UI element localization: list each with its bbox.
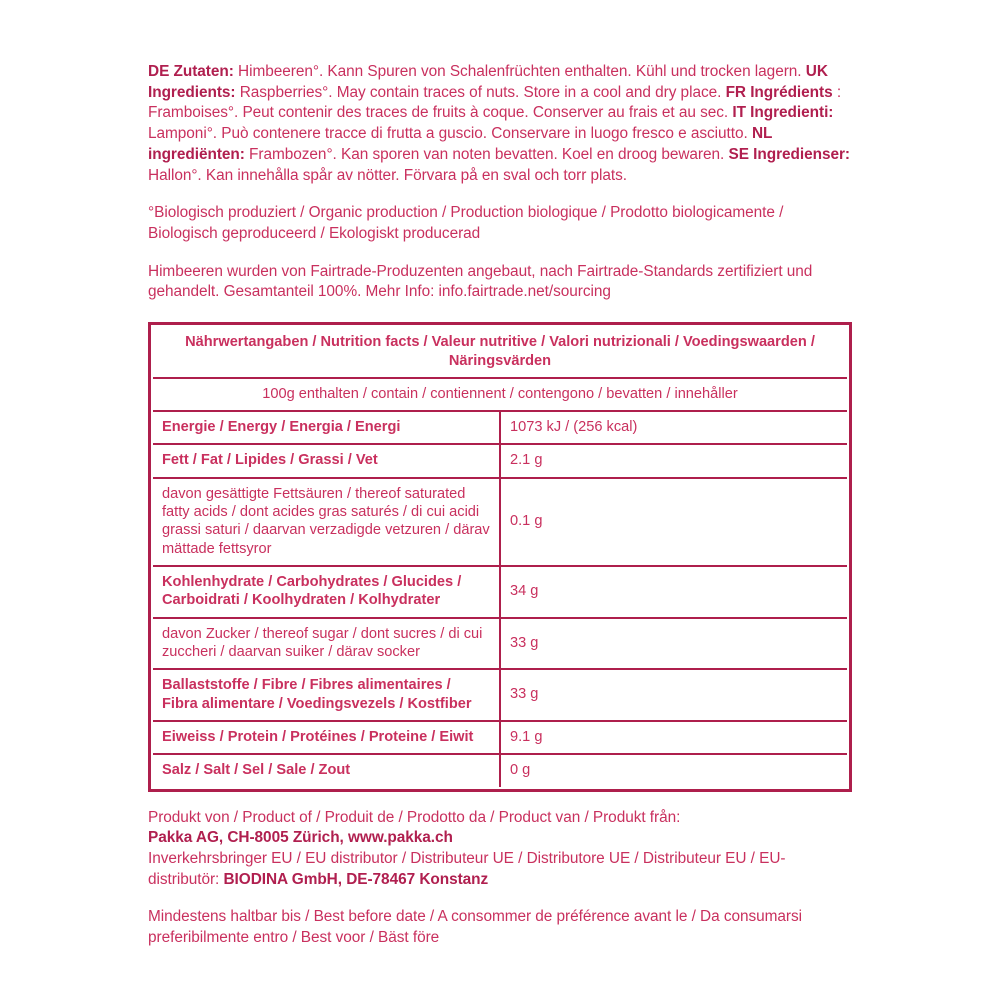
table-row: [153, 721, 847, 754]
table-row: [153, 618, 847, 670]
nutrient-label-protein: Eiweiss / Protein / Protéines / Proteine / Eiwit: [153, 721, 500, 754]
distributor-name: BIODINA GmbH, DE-78467 Konstanz: [223, 870, 489, 888]
nutrient-value-fat: 2.1 g: [500, 444, 847, 477]
table-row: [153, 566, 847, 618]
best-before-note: Mindestens haltbar bis / Best before date / A consommer de préférence avant le / Da consumarsi preferibilmente entro / Best voor / Bäst före: [148, 908, 803, 947]
nutrient-label-saturated-fat: davon gesättigte Fettsäuren / thereof saturated fatty acids / dont acides gras saturés / di cui acidi grassi saturi / daarvan verzadigde vetzuren / därav mättade fettsyror: [153, 478, 500, 566]
ingredients-text-nl: Frambozen°. Kan sporen van noten bevatten. Koel en droog bewaren.: [244, 145, 729, 163]
nutrition-table-subtitle: 100g enthalten / contain / contiennent / contengono / bevatten / innehåller: [153, 378, 847, 411]
distributor-intro-line: Inverkehrsbringer EU / EU distributor / Distributeur UE / Distributore UE / Distributeur EU / EU-distributör:: [148, 849, 786, 888]
nutrient-label-fibre: Ballaststoffe / Fibre / Fibres alimentaires / Fibra alimentare / Voedingsvezels / Kostfiber: [153, 669, 500, 721]
nutrition-table-subtitle-row: [153, 378, 847, 411]
nutrient-value-carbohydrates: 34 g: [500, 566, 847, 618]
nutrition-table-title: Nährwertangaben / Nutrition facts / Valeur nutritive / Valori nutrizionali / Voedingswaarden / Näringsvärden: [185, 334, 815, 369]
ingredients-label-it: IT Ingredienti:: [732, 104, 834, 122]
table-row: [153, 669, 847, 721]
ingredients-text-uk: Raspberries°. May contain traces of nuts. Store in a cool and dry place.: [235, 83, 726, 101]
producer-intro-line: Produkt von / Product of / Produit de / Prodotto da / Product van / Produkt från:: [148, 808, 681, 826]
ingredients-text-se: Hallon°. Kan innehålla spår av nötter. Förvara på en sval och torr plats.: [148, 166, 628, 184]
nutrient-value-fibre: 33 g: [500, 669, 847, 721]
nutrient-label-fat: Fett / Fat / Lipides / Grassi / Vet: [153, 444, 500, 477]
nutrition-table-frame: [148, 322, 852, 791]
ingredients-text-fr: : Framboises°. Peut contenir des traces de fruits à coque. Conserver au frais et au sec.: [148, 83, 842, 122]
ingredients-text-de: Himbeeren°. Kann Spuren von Schalenfrüchten enthalten. Kühl und trocken lagern.: [233, 63, 806, 80]
producer-distributor-block: [148, 808, 850, 891]
fairtrade-note: Himbeeren wurden von Fairtrade-Produzenten angebaut, nach Fairtrade-Standards zertifiziert und gehandelt. Gesamtanteil 100%. Mehr Info: info.fairtrade.net/sourcing: [148, 262, 813, 301]
nutrition-table-title-row: [153, 327, 847, 378]
ingredients-label-nl: NL ingrediënten:: [148, 125, 773, 163]
nutrient-label-energy: Energie / Energy / Energia / Energi: [153, 411, 500, 444]
table-row: [153, 478, 847, 566]
nutrient-label-salt: Salz / Salt / Sel / Sale / Zout: [153, 754, 500, 786]
nutrient-value-salt: 0 g: [500, 754, 847, 786]
nutrient-value-saturated-fat: 0.1 g: [500, 478, 847, 566]
table-row: [153, 444, 847, 477]
ingredients-label-uk: UK Ingredients:: [148, 63, 828, 101]
nutrition-table-body: [153, 327, 847, 786]
nutrient-value-protein: 9.1 g: [500, 721, 847, 754]
ingredients-label-fr: FR Ingrédients: [725, 83, 833, 101]
ingredients-label-de: DE Zutaten:: [148, 63, 234, 80]
ingredients-label-se: SE Ingredienser:: [728, 145, 850, 163]
nutrient-value-energy: 1073 kJ / (256 kcal): [500, 411, 847, 444]
producer-name: Pakka AG, CH-8005 Zürich, www.pakka.ch: [148, 829, 453, 847]
table-row: [153, 754, 847, 786]
nutrient-label-carbohydrates: Kohlenhydrate / Carbohydrates / Glucides / Carboidrati / Koolhydraten / Kolhydrater: [153, 566, 500, 618]
ingredients-paragraph: [148, 62, 850, 186]
nutrient-label-sugar: davon Zucker / thereof sugar / dont sucres / di cui zuccheri / daarvan suiker / därav socker: [153, 618, 500, 670]
table-row: [153, 411, 847, 444]
ingredients-text-it: Lamponi°. Può contenere tracce di frutta a guscio. Conservare in luogo fresco e asciutto.: [148, 125, 752, 143]
nutrient-value-sugar: 33 g: [500, 618, 847, 670]
organic-production-note: °Biologisch produziert / Organic production / Production biologique / Prodotto biologicamente / Biologisch geproduceerd / Ekologiskt producerad: [148, 204, 784, 243]
nutrition-facts-table: [153, 327, 847, 786]
